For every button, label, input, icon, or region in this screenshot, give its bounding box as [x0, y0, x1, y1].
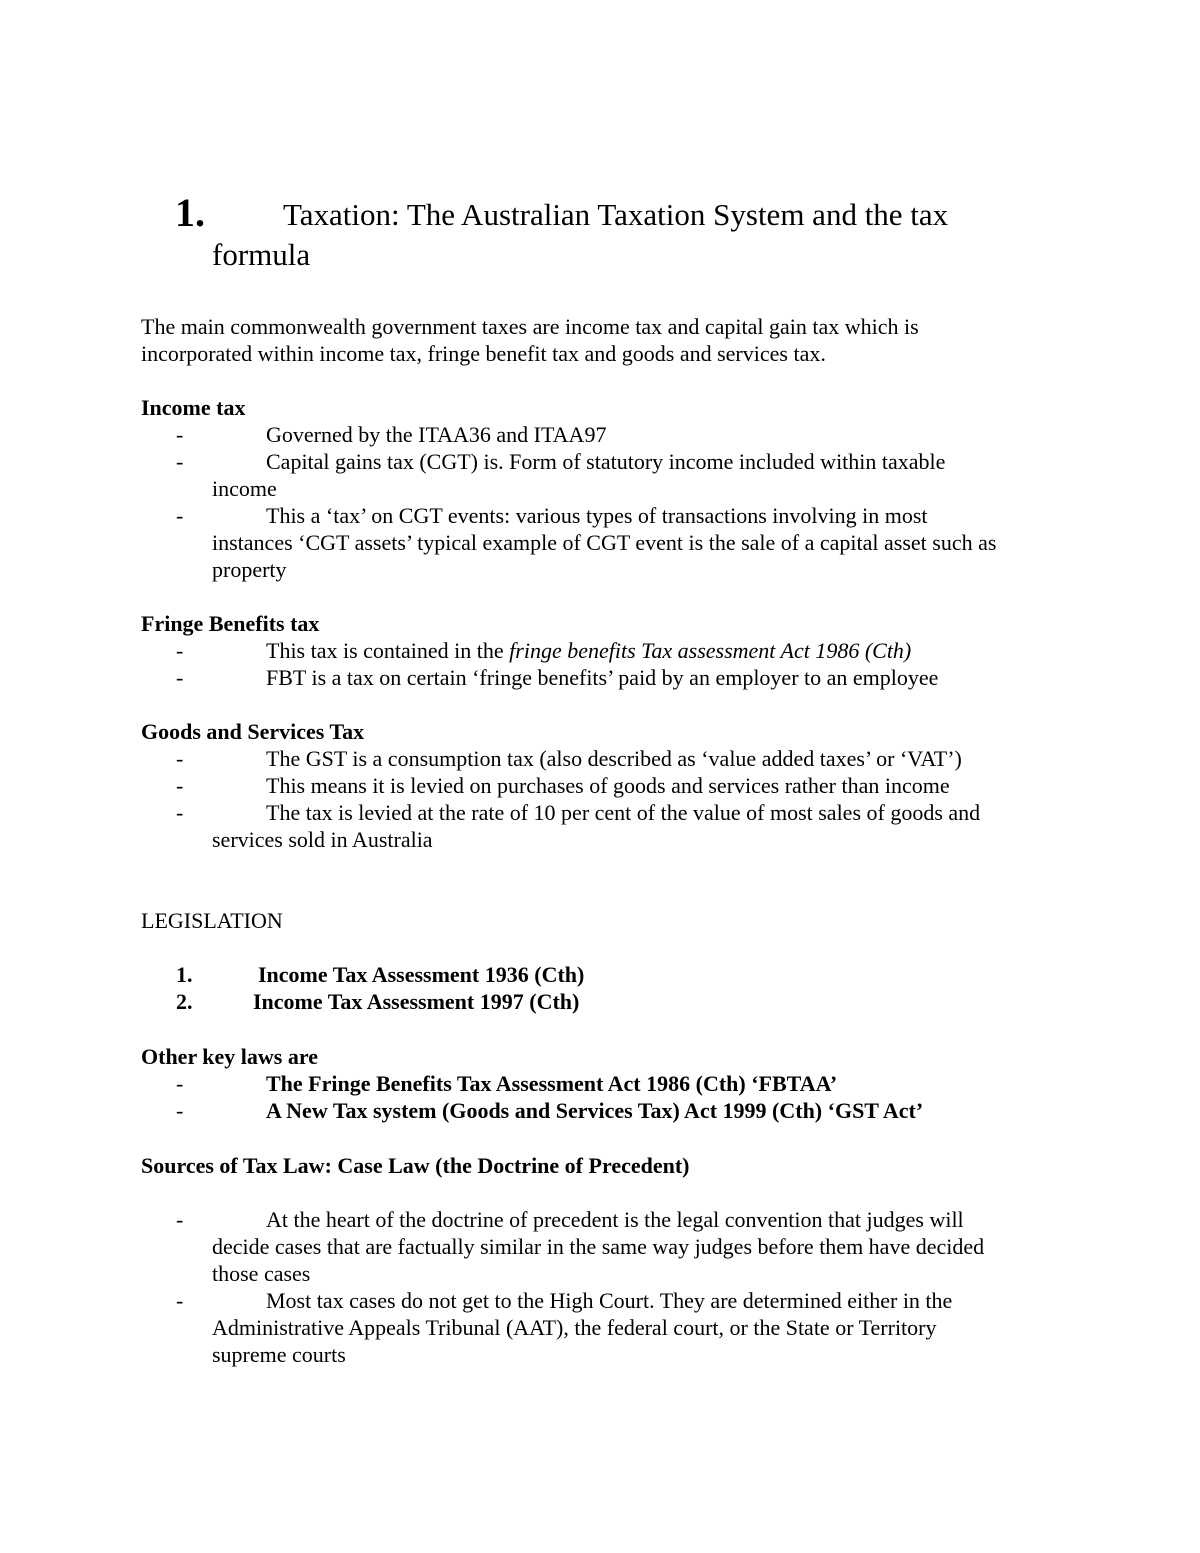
- section-number: 1.: [175, 190, 205, 235]
- list-item-text: This means it is levied on purchases of goods and services rather than income: [266, 773, 950, 798]
- bullet-dash: -: [176, 449, 184, 474]
- bullet-dash: -: [176, 638, 184, 663]
- bullet-dash: -: [176, 1288, 184, 1313]
- list-item-text-continued: income: [212, 476, 277, 501]
- list-item-text-continued: property: [212, 557, 287, 582]
- bullet-dash: -: [176, 665, 184, 690]
- list-item-text-prefix: This tax is contained in the: [266, 638, 510, 663]
- list-item-text-continued: supreme courts: [212, 1342, 346, 1367]
- list-item-text: The tax is levied at the rate of 10 per cent of the value of most sales of goods and: [266, 800, 981, 825]
- act-title-italic: fringe benefits Tax assessment Act 1986 (Cth): [509, 638, 912, 663]
- bullet-dash: -: [176, 1071, 184, 1096]
- intro-paragraph-line-2: incorporated within income tax, fringe benefit tax and goods and services tax.: [141, 341, 826, 366]
- item-text: Income Tax Assessment 1936 (Cth): [258, 962, 585, 987]
- bullet-dash: -: [176, 800, 184, 825]
- bullet-dash: -: [176, 1207, 184, 1232]
- list-item-text-continued: services sold in Australia: [212, 827, 433, 852]
- list-item-text: Most tax cases do not get to the High Court. They are determined either in the: [266, 1288, 953, 1313]
- item-number: 1.: [176, 962, 193, 987]
- bullet-dash: -: [176, 422, 184, 447]
- list-item-text: At the heart of the doctrine of precedent is the legal convention that judges will: [266, 1207, 964, 1232]
- sources-heading: Sources of Tax Law: Case Law (the Doctrine of Precedent): [141, 1153, 690, 1178]
- list-item-text: This a ‘tax’ on CGT events: various types of transactions involving in most: [266, 503, 928, 528]
- item-number: 2.: [176, 989, 193, 1014]
- list-item-text: A New Tax system (Goods and Services Tax) Act 1999 (Cth) ‘GST Act’: [266, 1098, 924, 1123]
- page-title-continued: formula: [212, 237, 311, 272]
- legislation-heading: LEGISLATION: [141, 908, 283, 933]
- list-item-text: The GST is a consumption tax (also described as ‘value added taxes’ or ‘VAT’): [266, 746, 962, 771]
- list-item-text-continued: instances ‘CGT assets’ typical example of CGT event is the sale of a capital asset such as: [212, 530, 997, 555]
- bullet-dash: -: [176, 746, 184, 771]
- list-item-text: Governed by the ITAA36 and ITAA97: [266, 422, 607, 447]
- list-item-text-continued: those cases: [212, 1261, 311, 1286]
- bullet-dash: -: [176, 503, 184, 528]
- bullet-dash: -: [176, 1098, 184, 1123]
- page-title: Taxation: The Australian Taxation System and the tax: [283, 197, 949, 232]
- fbt-heading: Fringe Benefits tax: [141, 611, 320, 636]
- list-item-text: FBT is a tax on certain ‘fringe benefits’ paid by an employer to an employee: [266, 665, 939, 690]
- other-laws-heading: Other key laws are: [141, 1044, 318, 1069]
- list-item-text-continued: decide cases that are factually similar in the same way judges before them have decided: [212, 1234, 985, 1259]
- list-item-text: The Fringe Benefits Tax Assessment Act 1986 (Cth) ‘FBTAA’: [266, 1071, 838, 1096]
- intro-paragraph-line-1: The main commonwealth government taxes are income tax and capital gain tax which is: [141, 314, 919, 339]
- income-tax-heading: Income tax: [141, 395, 246, 420]
- list-item-text: [266, 637, 911, 664]
- item-text: Income Tax Assessment 1997 (Cth): [253, 989, 580, 1014]
- gst-heading: Goods and Services Tax: [141, 719, 365, 744]
- bullet-dash: -: [176, 773, 184, 798]
- list-item-text: Capital gains tax (CGT) is. Form of statutory income included within taxable: [266, 449, 946, 474]
- list-item-text-continued: Administrative Appeals Tribunal (AAT), the federal court, or the State or Territory: [212, 1315, 937, 1340]
